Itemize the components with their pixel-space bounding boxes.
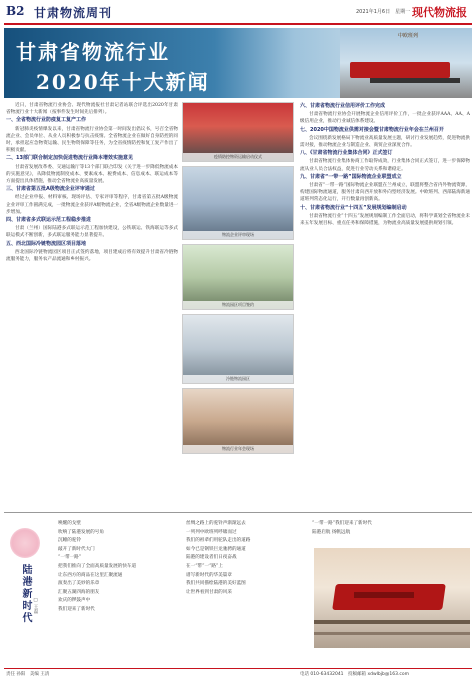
photo-caption: 冷链物流园区 — [183, 375, 293, 383]
poem-column-1 — [58, 520, 178, 615]
poem-line: 丝绸之路上的驼铃声渐渐远去 — [186, 521, 246, 526]
headline-line-2: 2020年十大新闻 — [36, 70, 210, 94]
poem-line: 汇聚五湖四海的朋友 — [58, 589, 100, 595]
page-number: B2 — [6, 4, 25, 18]
news-photo — [182, 102, 294, 162]
photo-caption: 物流行业年会现场 — [183, 445, 293, 453]
item-text: 甘肃省“一带一路”国际物流企业联盟在兰州成立，联盟将整合省内外物流资源，构建国际物流通道，服务甘肃向西开放和外向型经济发展。中欧班列、西部陆海新通道班列常态化运行，开行数量再创新高。 — [300, 183, 470, 203]
rail-shape — [314, 620, 470, 624]
news-photo — [182, 314, 294, 384]
item-text: 甘肃省物流行业集体协商工作取得成效，行业集体合同正式签订，进一步保障物流从业人员合法权益，促进行业劳动关系和谐稳定。 — [300, 159, 470, 172]
poem-column-2 — [186, 520, 306, 597]
article-intro: 近日，甘肃省物流行业协会、现代物流报社甘肃记者站联合评选出2020年甘肃省物流行业十大新闻（按事件发生时间先后排列）。 — [6, 103, 178, 116]
poem-line: 陆港的建设者们日夜奋战 — [186, 555, 237, 561]
poem-column-3 — [312, 520, 468, 537]
footer-rule — [4, 668, 472, 669]
poem-line: 我们共同描绘陆港的美好蓝图 — [186, 581, 246, 587]
section-title: 甘肃物流周刊 — [34, 6, 113, 20]
rail-shape — [314, 632, 470, 635]
photo-caption: 疫情防控物资运输启动仪式 — [183, 153, 293, 161]
item-text: 甘肃省发展改革委、交通运输厅等13个部门联合印发《关于进一步降低物流成本的实施意见》，从降低物流制度成本、要素成本、税费成本、信息成本、联运成本等方面提出具体措施，推动全省物流业高质量发展。 — [6, 164, 178, 185]
news-photo — [182, 166, 294, 240]
masthead — [4, 2, 472, 22]
item-title: 三、甘肃省第五批A级物流企业评审通过 — [6, 186, 95, 193]
item-text: 经过企业申报、材料审核、现场评估、专家评审等程序，甘肃省第五批A级物流企业评审工作圆满完成，一批物流企业获评A级物流企业，全省A级物流企业数量进一步增加。 — [6, 195, 179, 215]
poem-line: 如今已是钢铁巨龙驰骋的通道 — [186, 546, 246, 552]
poem-line: 在一“带”一“路”上 — [186, 563, 223, 569]
item-title: 八、《甘肃省物流行业集体合同》正式签订 — [300, 150, 393, 157]
item-text: 会议围绕新发展格局下物流业高质量发展主题，研讨行业发展趋势，促进物流供需对接，推动物流企业与制造企业、商贸企业深度合作。 — [300, 135, 470, 149]
news-photo — [182, 244, 294, 310]
poem-line: 欢庆的锣鼓声中 — [58, 598, 91, 604]
item-title: 六、甘肃省物流行业信用评价工作完成 — [300, 103, 386, 109]
train-photo — [314, 548, 470, 648]
item-title: 一、全省物流行业防疫复工复产工作 — [6, 117, 87, 124]
issue-date: 2021年1月6日 星期一 — [356, 9, 411, 15]
rail-shape — [370, 78, 460, 83]
section-divider — [4, 512, 472, 513]
item-text: 甘肃（兰州）国际陆港多式联运示范工程加快建设，公铁联运、铁海联运等多式联运模式不断创新，多式联运服务能力显著提升。 — [6, 226, 178, 239]
poem-line: 我们迎来了新时代 — [58, 606, 95, 612]
news-photo — [182, 388, 294, 454]
train-shape — [350, 62, 450, 78]
poem-line: 我们的祖辈们用驼队走出的道路 — [186, 538, 251, 544]
poem-line: 把我们推向了全面高质量发展的快车道 — [58, 563, 137, 569]
poem-line: 陆港启航 扬帆远航 — [312, 529, 351, 535]
photo-caption: 物流企业评审现场 — [183, 231, 293, 239]
item-title: 七、2020中国物流业供需对接会暨甘肃物流行业年会在兰州召开 — [300, 126, 444, 133]
article-column-right — [300, 102, 470, 228]
poem-line: “一带一路” — [58, 555, 82, 561]
poem-line: 敲开了新时代大门 — [58, 546, 95, 552]
article-column-left — [6, 102, 178, 264]
poem-line: 让东西方的商品在这里汇聚流通 — [58, 572, 123, 578]
photo-caption: 物流园区项目签约 — [183, 301, 293, 309]
poem-line: 演奏出了美妙的乐章 — [58, 581, 100, 587]
flower-illustration — [10, 528, 40, 558]
poem-line: 吹响了陆港发展的号角 — [58, 529, 104, 535]
banner-photo-caption: 中欧班列 — [398, 33, 419, 39]
poem-line: 一列列中欧班列呼啸而过 — [186, 529, 237, 535]
item-title: 九、甘肃省“一带一路”国际物流企业联盟成立 — [300, 173, 402, 180]
banner-train-photo — [340, 28, 472, 98]
item-title: 二、13部门联合制定加快促进物流行业降本增效实施意见 — [6, 155, 133, 162]
footer-contact: 电话 010-63432041 投稿邮箱 xdwlbjb@163.com — [300, 672, 410, 677]
item-text: 甘肃省物流行业协会开展物流企业信用评价工作，一批企业获评AAA、AA、A级信用企业，推动行业诚信体系建设。 — [300, 112, 470, 125]
item-text: 甘肃省物流行业“十四五”发展规划编制工作全面启动，将科学谋划全省物流业未来五年发展目标、重点任务和保障措施，为物流业高质量发展提供规划引领。 — [300, 213, 470, 227]
item-text: 新冠肺炎疫情爆发以来，甘肃省物流行业协会第一时间发出倡议书，号召全省物流企业、会员单位、从业人员积极参与抗击疫情。全省物流企业在做好自身防控的同时，承担起应急物资运输、民生物资保障等任务，为全省疫情防控和复工复产作出了积极贡献。 — [6, 126, 178, 154]
header-rule — [4, 23, 472, 25]
train-window-strip — [354, 592, 414, 598]
poem-author: □ 王磊 — [33, 598, 38, 614]
poem-line: 谱写新时代的华美篇章 — [186, 572, 232, 578]
item-text: 西北国际冷链物流园区项目正式签约落地，项目建成后将有效提升甘肃省冷链物流服务能力，服务农产品流通和乡村振兴。 — [6, 249, 178, 263]
headline-line-1: 甘肃省物流行业 — [16, 40, 170, 64]
item-title: 五、西北国际冷链物流园区项目落地 — [6, 240, 87, 247]
item-title: 四、甘肃省多式联运示范工程稳步推进 — [6, 217, 92, 224]
poem-line: 让世界看到甘肃的风采 — [186, 589, 232, 595]
newspaper-logo: 现代物流报 — [412, 6, 467, 19]
poem-title: 陆港新时代 — [20, 564, 31, 624]
item-title: 十、甘肃省物流行业“十四五”发展规划编制启动 — [300, 204, 407, 211]
poem-line: “一带一路”我们迎来了新时代 — [312, 521, 372, 526]
footer-editors: 责任 孙阳 美编 王清 — [6, 672, 50, 677]
poem-line: 唤醒的戈壁 — [58, 521, 81, 526]
poem-line: 沉睡的驼铃 — [58, 538, 81, 544]
poem-header — [6, 520, 46, 668]
headline-banner — [4, 28, 472, 98]
